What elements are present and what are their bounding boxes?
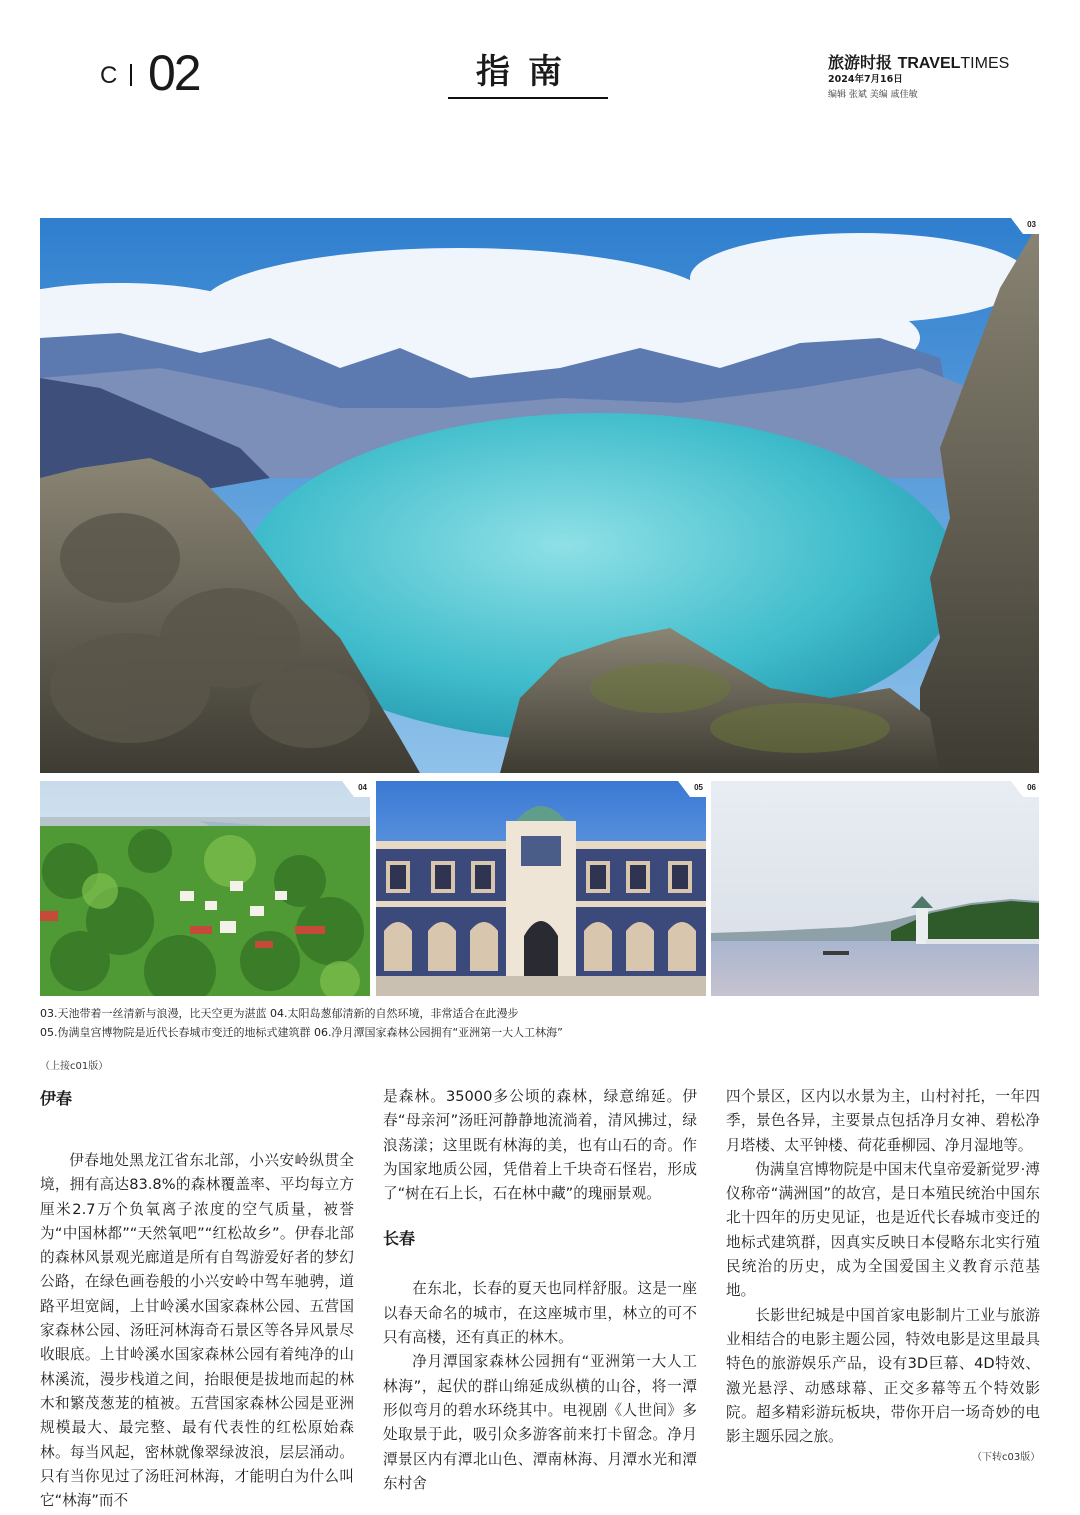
article-column-1 — [40, 1087, 354, 1513]
photo-caption-line-2: 05.伪满皇宫博物院是近代长春城市变迁的地标式建筑群 06.净月潭国家森林公园拥有“亚洲第一大人工林海” — [40, 1026, 563, 1039]
staff-credits: 编辑 张斌 美编 戚佳敏 — [828, 90, 918, 100]
paragraph: 是森林。35000多公顷的森林，绿意绵延。伊春“母亲河”汤旺河静静地流淌着，清风拂过，绿浪荡漾；这里既有林海的美，也有山石的奇。作为国家地质公园，凭借着上千块奇石怪岩，形成了“树在石上长，石在林中藏”的瑰丽景观。 — [383, 1088, 697, 1203]
photo-tag-05: 05 — [694, 783, 703, 792]
photo-palace-museum — [376, 781, 706, 996]
article-column-2 — [383, 1085, 697, 1496]
photo-sun-island — [40, 781, 370, 996]
article-column-3 — [726, 1085, 1040, 1449]
paragraph: 在东北，长春的夏天也同样舒服。这是一座以春天命名的城市，在这座城市里，林立的可不只有高楼，还有真正的林木。 — [383, 1280, 697, 1347]
masthead-en-regular: TIMES — [960, 55, 1010, 72]
section-heading-changchun: 长春 — [383, 1229, 416, 1249]
masthead — [828, 50, 1009, 73]
paragraph: 长影世纪城是中国首家电影制片工业与旅游业相结合的电影主题公园，特效电影是这里最具特色的旅游娱乐产品，设有3D巨幕、4D特效、激光悬浮、动感球幕、正交多幕等五个特效影院。超多精彩游玩板块，带你开启一场奇妙的电影主题乐园之旅。 — [726, 1306, 1040, 1446]
photo-tag-03: 03 — [1027, 220, 1036, 229]
continued-from-note: （上接c01版） — [40, 1061, 109, 1072]
paragraph: 净月潭国家森林公园拥有“亚洲第一大人工林海”，起伏的群山绵延成纵横的山谷，将一潭形似弯月的碧水环绕其中。电视剧《人世间》多处取景于此，吸引众多游客前来打卡留念。净月潭景区内有潭北山色、潭南林海、月潭水光和潭东村舍 — [383, 1353, 697, 1492]
page-number: 02 — [148, 45, 200, 101]
photo-caption-line-1: 03.天池带着一丝清新与浪漫，比天空更为湛蓝 04.太阳岛葱郁清新的自然环境，非常适合在此漫步 — [40, 1007, 519, 1020]
paragraph: 伪满皇宫博物院是中国末代皇帝爱新觉罗·溥仪称帝“满洲国”的故宫，是日本殖民统治中国东北十四年的历史见证，也是近代长春城市变迁的地标式建筑群，因真实反映日本侵略东北实行殖民统治的历史，成为全国爱国主义教育示范基地。 — [726, 1160, 1040, 1300]
continued-to-note: （下转c03版） — [972, 1452, 1041, 1463]
photo-tag-04: 04 — [358, 783, 367, 792]
masthead-en-bold: TRAVEL — [897, 55, 961, 72]
paragraph: 四个景区，区内以水景为主，山村衬托，一年四季，景色各异，主要景点包括净月女神、碧松净月塔楼、太平钟楼、荷花垂柳园、净月湿地等。 — [726, 1088, 1040, 1154]
page-prefix: C — [100, 62, 120, 89]
jingyuetan-illustration — [711, 781, 1039, 996]
page-code-divider — [130, 64, 132, 86]
sun-island-illustration — [40, 781, 370, 996]
palace-illustration — [376, 781, 706, 996]
photo-jingyuetan — [711, 781, 1039, 996]
section-title-rule — [448, 97, 608, 99]
section-heading-yichun: 伊春 — [40, 1089, 73, 1108]
issue-date: 2024年7月16日 — [828, 74, 903, 85]
photo-tag-06: 06 — [1027, 783, 1036, 792]
paragraph: 伊春地处黑龙江省东北部，小兴安岭纵贯全境，拥有高达83.8%的森林覆盖率、平均每立方厘米2.7万个负氧离子浓度的空气质量，被誉为“中国林都”“天然氧吧”“红松故乡”。伊春北部的森林风景观光廊道是所有自驾游爱好者的梦幻公路，在绿色画卷般的小兴安岭中驾车驰骋，道路平坦宽阔，上甘岭溪水国家森林公园、五营国家森林公园、汤旺河林海奇石景区等各异风景尽收眼底。上甘岭溪水国家森林公园有着纯净的山林溪流，漫步栈道之间，抬眼便是拔地而起的林木和繁茂葱茏的植被。五营国家森林公园是亚洲规模最大、最完整、最有代表性的红松原始森林。每当风起，密林就像翠绿波浪，层层涌动。只有当你见过了汤旺河林海，才能明白为什么叫它“林海”而不 — [40, 1152, 354, 1510]
masthead-cn: 旅游时报 — [828, 53, 893, 72]
section-title: 指南 — [476, 52, 580, 92]
tianchi-illustration — [40, 218, 1039, 773]
photo-tianchi — [40, 218, 1039, 773]
